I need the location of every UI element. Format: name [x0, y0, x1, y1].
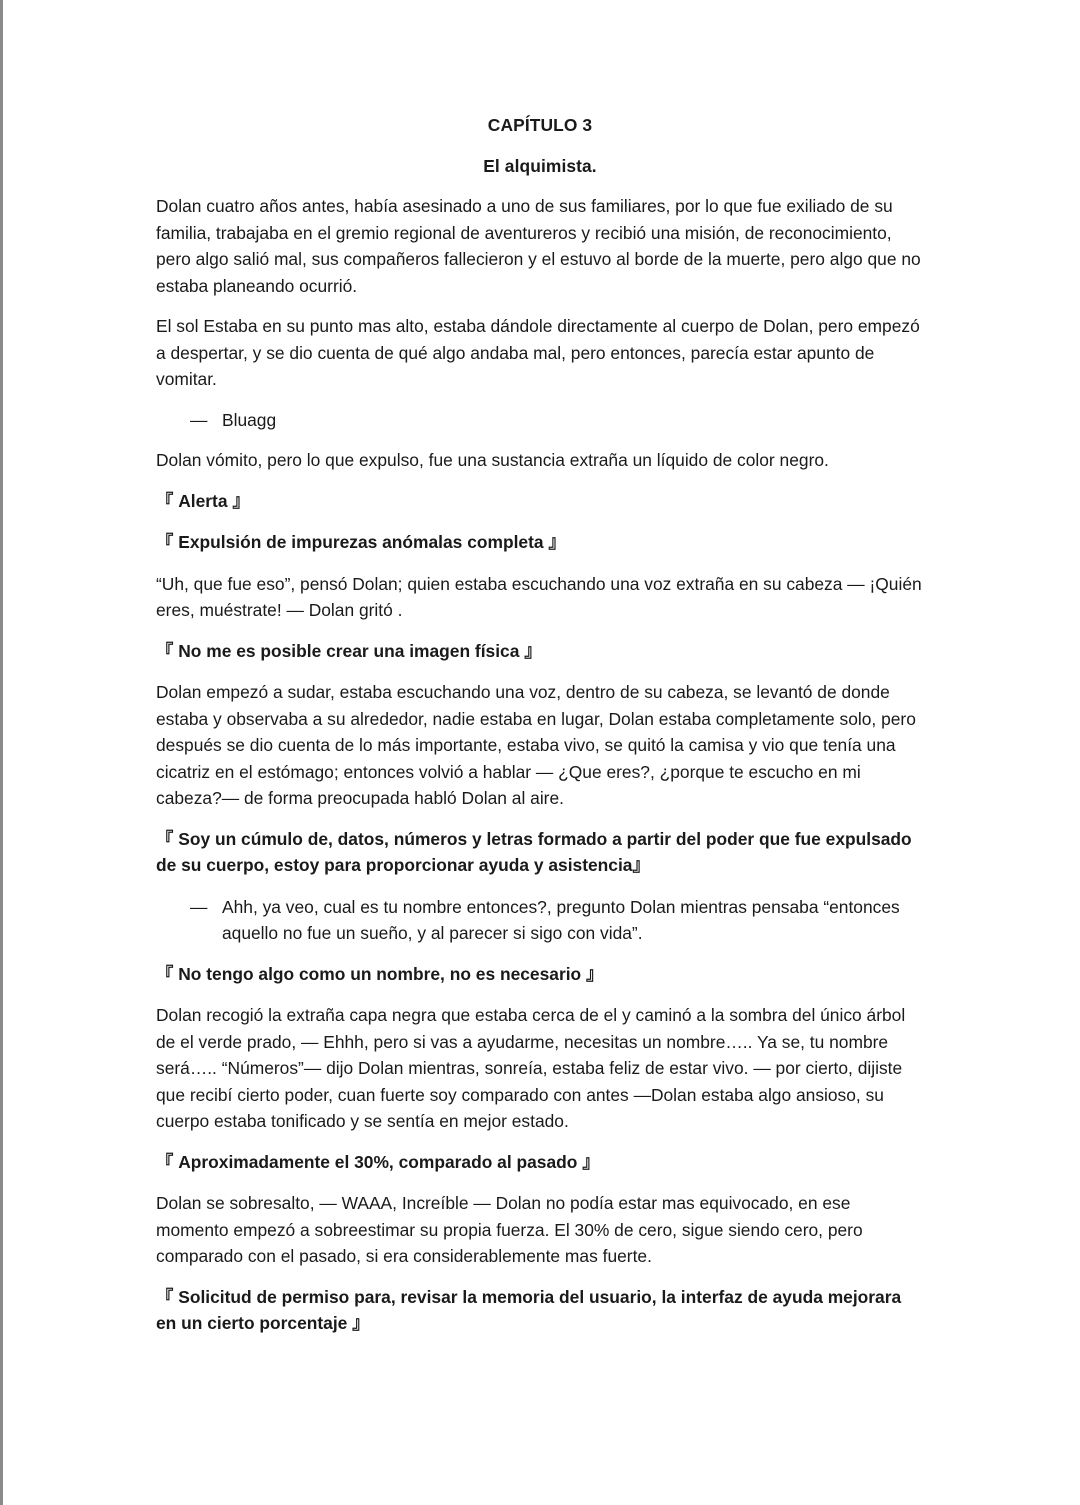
system-message: 『 Alerta 』 — [156, 490, 250, 511]
paragraph: “Uh, que fue eso”, pensó Dolan; quien estaba escuchando una voz extraña en su cabeza — ¡Quién eres, muéstrate! — Dolan gritó . — [156, 573, 922, 620]
system-message: 『 Solicitud de permiso para, revisar la memoria del usuario, la interfaz de ayuda mejorara en un cierto porcentaje 』 — [156, 1286, 902, 1333]
paragraph: Dolan se sobresalto, — WAAA, Increíble — Dolan no podía estar mas equivocado, en ese momento empezó a sobreestimar su propia fuerza. El 30% de cero, sigue siendo cero, pero comparado con el pasado, si era considerablemente mas fuerte. — [156, 1193, 863, 1266]
chapter-subtitle: El alquimista. — [483, 155, 597, 176]
paragraph: Dolan vómito, pero lo que expulso, fue una sustancia extraña un líquido de color negro. — [156, 450, 829, 470]
paragraph: El sol Estaba en su punto mas alto, estaba dándole directamente al cuerpo de Dolan, pero empezó a despertar, y se dio cuenta de qué algo andaba mal, pero entonces, parecía estar apunto de vomitar. — [156, 316, 920, 389]
dialogue-text: Bluagg — [222, 409, 277, 430]
document-page — [156, 112, 924, 1352]
dialogue-line — [156, 407, 924, 434]
system-message: 『 No tengo algo como un nombre, no es necesario 』 — [156, 963, 604, 984]
system-message: 『 No me es posible crear una imagen física 』 — [156, 640, 542, 661]
dialogue-text: Ahh, ya veo, cual es tu nombre entonces?, pregunto Dolan mientras pensaba “entonces aquello no fue un sueño, y al parecer si sigo con vida”. — [222, 896, 900, 943]
system-message: 『 Aproximadamente el 30%, comparado al pasado 』 — [156, 1151, 600, 1172]
dialogue-dash: — — [190, 896, 208, 917]
dialogue-dash: — — [190, 409, 208, 430]
page-edge — [0, 0, 3, 1505]
system-message: 『 Soy un cúmulo de, datos, números y letras formado a partir del poder que fue expulsado de su cuerpo, estoy para proporcionar ayuda y asistencia』 — [156, 828, 912, 875]
system-message: 『 Expulsión de impurezas anómalas completa 』 — [156, 532, 566, 552]
dialogue-line — [156, 894, 924, 947]
paragraph: Dolan recogió la extraña capa negra que estaba cerca de el y caminó a la sombra del único árbol de el verde prado, — Ehhh, pero si vas a ayudarme, necesitas un nombre….. Ya se, tu nombre será….. “Números”— dijo Dolan mientras, sonreía, estaba feliz de estar vivo. — por cierto, dijiste que recibí cierto poder, cuan fuerte soy comparado con antes —Dolan estaba algo ansioso, su cuerpo estaba tonificado y se sentía en mejor estado. — [156, 1005, 906, 1131]
paragraph: Dolan cuatro años antes, había asesinado a uno de sus familiares, por lo que fue exiliado de su familia, trabajaba en el gremio regional de aventureros y recibió una misión, de reconocimiento, pero algo salió mal, sus compañeros fallecieron y el estuvo al borde de la muerte, pero algo que no estaba planeando ocurrió. — [156, 196, 921, 296]
chapter-title: CAPÍTULO 3 — [487, 115, 593, 135]
paragraph: Dolan empezó a sudar, estaba escuchando una voz, dentro de su cabeza, se levantó de donde estaba y observaba a su alrededor, nadie estaba en lugar, Dolan estaba completamente solo, pero después se dio cuenta de lo más importante, estaba vivo, se quitó la camisa y vio que tenía una cicatriz en el estómago; entonces volvió a hablar — ¿Que eres?, ¿porque te escucho en mi cabeza?— de forma preocupada habló Dolan al aire. — [156, 682, 916, 808]
